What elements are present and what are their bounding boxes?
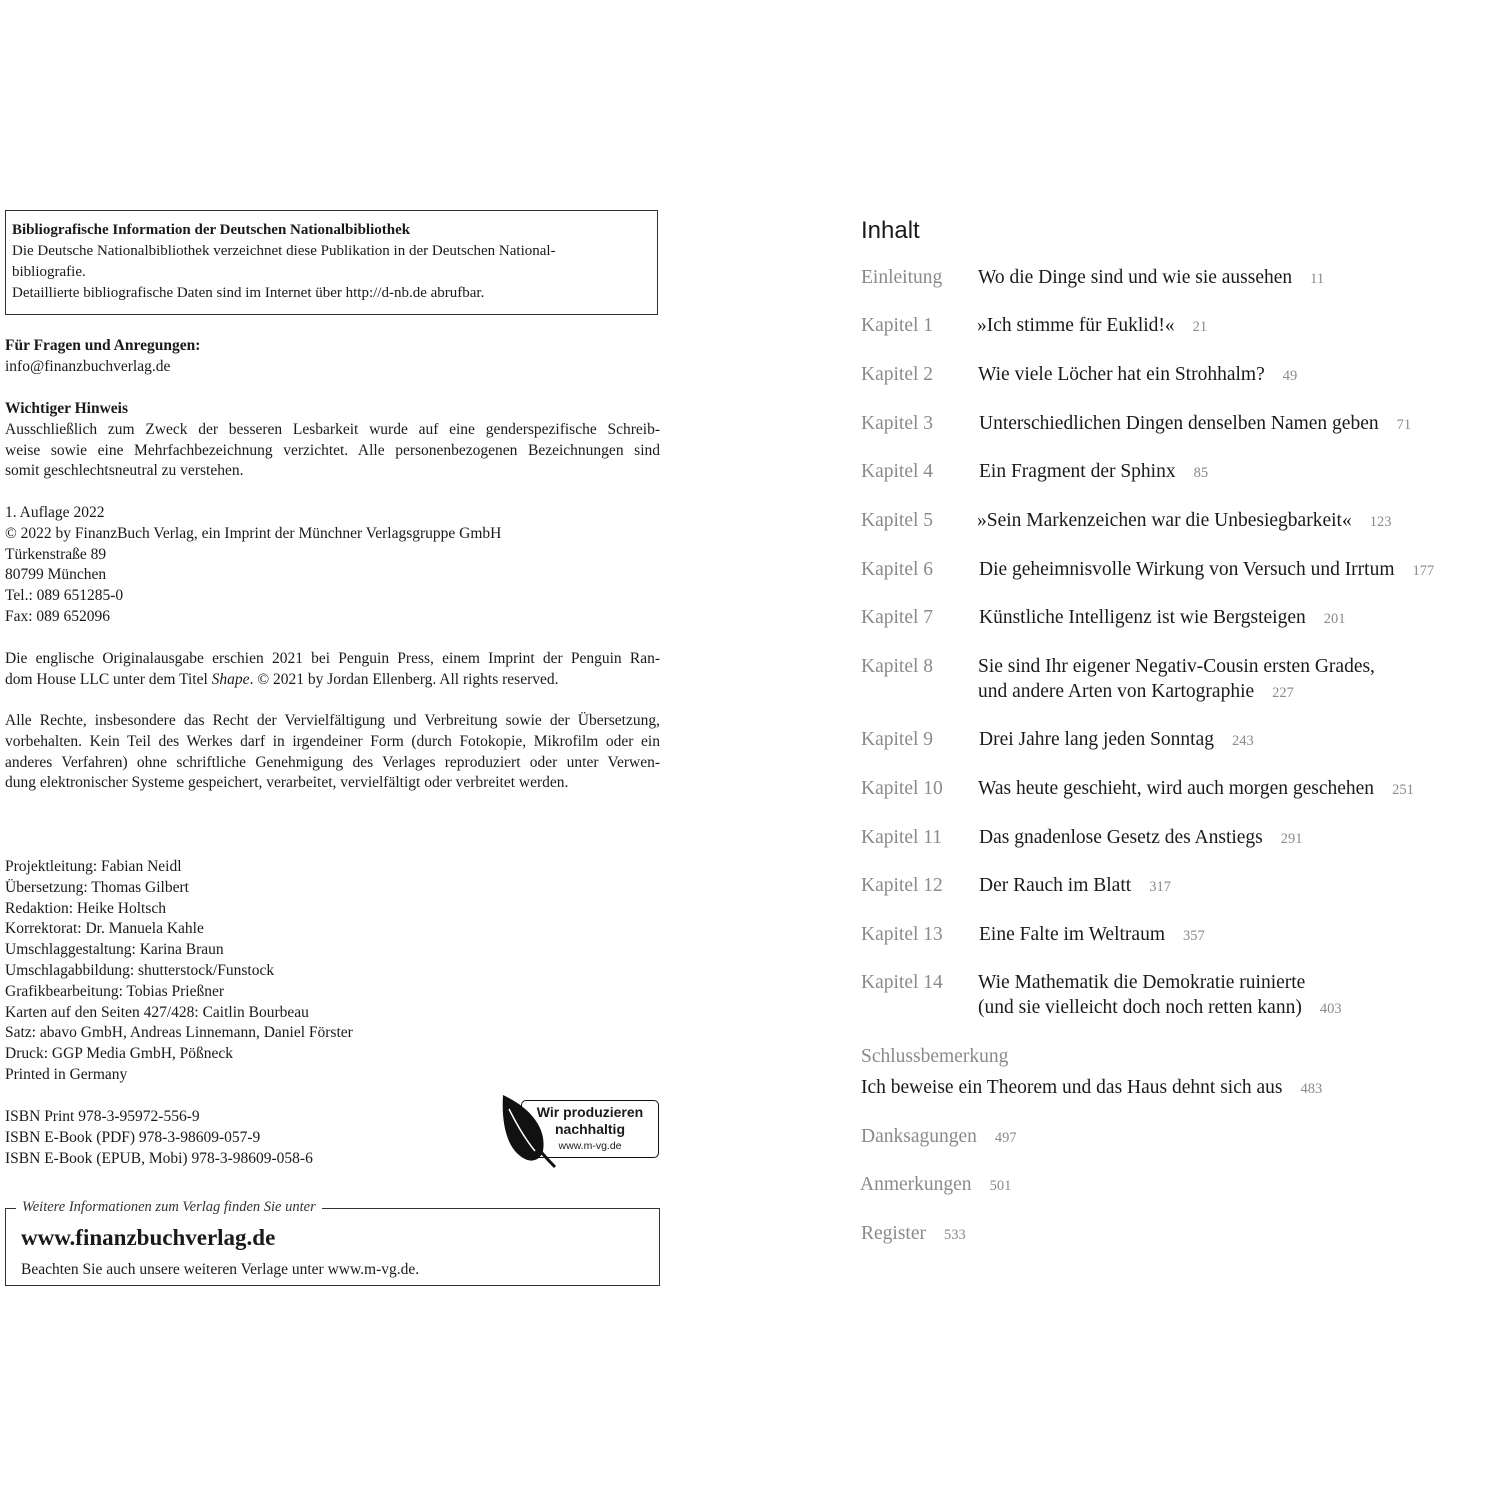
- original-title: Shape: [211, 670, 250, 688]
- rights-line: vorbehalten. Kein Teil des Werkes darf in irgendeiner Form (durch Fotokopie, Mikrofilm oder ein: [5, 732, 660, 750]
- toc-page: 11: [1310, 271, 1325, 287]
- toc-page: 21: [1192, 319, 1208, 335]
- toc-title-text: Der Rauch im Blatt 317: [979, 875, 1171, 896]
- web-note: Beachten Sie auch unsere weiteren Verlage unter www.m-vg.de.: [21, 1261, 420, 1278]
- bib-line: bibliografie.: [12, 264, 86, 280]
- toc-title-text: »Sein Markenzeichen war die Unbesiegbarkeit« 123: [977, 510, 1392, 531]
- toc-page: 291: [1280, 831, 1303, 847]
- phone: Tel.: 089 651285-0: [5, 587, 124, 605]
- rights-section: [5, 711, 660, 794]
- toc-page: 227: [1272, 685, 1294, 701]
- toc-page: 251: [1392, 782, 1414, 798]
- toc-page: 501: [989, 1178, 1012, 1194]
- credits-list: [5, 857, 353, 1086]
- bib-line: Detaillierte bibliografische Daten sind im Internet über http://d-nb.de abrufbar.: [12, 285, 485, 301]
- sustainability-badge: [499, 1093, 659, 1165]
- publisher-web-box: [5, 1199, 660, 1286]
- toc-page: 201: [1323, 611, 1346, 627]
- toc-title: Inhalt: [861, 217, 920, 244]
- toc-page: 497: [994, 1130, 1017, 1146]
- toc-page: 533: [943, 1227, 966, 1243]
- toc-title-text: Wo die Dinge sind und wie sie aussehen 11: [978, 267, 1325, 288]
- notice-line: somit geschlechtsneutral zu verstehen.: [5, 462, 244, 480]
- toc-label: Kapitel 3: [861, 413, 934, 434]
- street: Türkenstraße 89: [5, 545, 107, 563]
- credit-line: Projektleitung: Fabian Neidl: [5, 858, 182, 875]
- toc-title-text: Wie viele Löcher hat ein Strohhalm? 49: [978, 364, 1298, 385]
- contact-section: [5, 336, 660, 378]
- toc-page: 317: [1149, 879, 1171, 895]
- badge-line: Wir produzieren: [536, 1104, 644, 1120]
- toc-label: Kapitel 4: [861, 461, 934, 482]
- web-legend: Weitere Informationen zum Verlag finden Sie unter: [16, 1199, 322, 1216]
- original-edition-section: [5, 649, 660, 691]
- contact-title: Für Fragen und Anregungen:: [5, 337, 201, 354]
- credit-line: Umschlagabbildung: shutterstock/Funstock: [5, 961, 275, 979]
- bibliographic-info-box: [5, 210, 658, 315]
- isbn-line: ISBN E-Book (EPUB, Mobi) 978-3-98609-058-6: [5, 1149, 313, 1167]
- toc-label: Kapitel 2: [861, 364, 934, 385]
- credit-line: Umschlaggestaltung: Karina Braun: [5, 941, 224, 959]
- bib-line: Die Deutsche Nationalbibliothek verzeichnet diese Publikation in der Deutschen National-: [12, 243, 556, 259]
- toc-label: Kapitel 12: [861, 875, 943, 896]
- toc-label: Register: [861, 1223, 926, 1244]
- toc-label: Kapitel 13: [861, 924, 943, 945]
- toc-entry[interactable]: [861, 1075, 1322, 1102]
- toc-entry[interactable]: [861, 1124, 1017, 1151]
- toc-label: Kapitel 5: [861, 510, 934, 531]
- credit-line: Übersetzung: Thomas Gilbert: [5, 878, 189, 896]
- imprint-section: [5, 503, 660, 628]
- credit-line: Redaktion: Heike Holtsch: [5, 899, 166, 917]
- notice-title: Wichtiger Hinweis: [5, 400, 128, 417]
- toc-page: 357: [1182, 928, 1205, 944]
- credit-line: Satz: abavo GmbH, Andreas Linnemann, Daniel Förster: [5, 1024, 353, 1042]
- toc-page: 49: [1282, 368, 1298, 384]
- toc-page: 123: [1369, 514, 1392, 530]
- contact-email[interactable]: info@finanzbuchverlag.de: [5, 357, 171, 375]
- toc-title-text: Die geheimnisvolle Wirkung von Versuch und Irrtum 177: [979, 559, 1435, 580]
- toc-label: Kapitel 9: [861, 729, 934, 750]
- original-line: Die englische Originalausgabe erschien 2021 bei Penguin Press, einem Imprint der Penguin Ran-: [5, 650, 660, 667]
- toc-title-text: Drei Jahre lang jeden Sonntag 243: [979, 729, 1254, 750]
- toc-title-text: »Ich stimme für Euklid!« 21: [977, 315, 1208, 336]
- toc-title-text: Sie sind Ihr eigener Negativ-Cousin ersten Grades, und andere Arten von Kartographie 227: [978, 656, 1375, 702]
- toc-entry[interactable]: [861, 1221, 966, 1248]
- toc-page: 71: [1396, 417, 1412, 433]
- isbn-line: ISBN E-Book (PDF) 978-3-98609-057-9: [5, 1128, 261, 1146]
- toc-title-text: Künstliche Intelligenz ist wie Bergsteigen 201: [979, 607, 1346, 628]
- toc-title-text: Wie Mathematik die Demokratie ruinierte (und sie vielleicht doch noch retten kann) 403: [978, 972, 1342, 1018]
- toc-label: Schlussbemerkung: [861, 1046, 1009, 1067]
- toc-label: Kapitel 7: [861, 607, 934, 628]
- toc-title-text: Unterschiedlichen Dingen denselben Namen geben 71: [979, 413, 1412, 434]
- toc-label: Kapitel 11: [861, 827, 943, 848]
- toc-label: Kapitel 1: [861, 315, 934, 336]
- fax: Fax: 089 652096: [5, 607, 111, 625]
- toc-page: 243: [1232, 733, 1254, 749]
- badge-line: nachhaltig: [554, 1121, 625, 1137]
- toc-label: Anmerkungen: [860, 1174, 972, 1195]
- toc-label: Kapitel 6: [861, 559, 934, 580]
- publisher-url[interactable]: www.finanzbuchverlag.de: [21, 1225, 276, 1250]
- toc-title-text: Ein Fragment der Sphinx 85: [979, 461, 1209, 482]
- credit-line: Karten auf den Seiten 427/428: Caitlin Bourbeau: [5, 1003, 309, 1021]
- toc-title-text: Was heute geschieht, wird auch morgen geschehen 251: [978, 778, 1414, 799]
- toc-label: Kapitel 10: [861, 778, 943, 799]
- toc-title-text: Ich beweise ein Theorem und das Haus dehnt sich aus: [861, 1077, 1283, 1098]
- edition: 1. Auflage 2022: [5, 504, 105, 521]
- credit-line: Korrektorat: Dr. Manuela Kahle: [5, 920, 204, 938]
- original-line: dom House LLC unter dem Titel Shape. © 2021 by Jordan Ellenberg. All rights reserved.: [5, 670, 559, 688]
- toc-page: 85: [1193, 465, 1209, 481]
- toc-page: 403: [1319, 1001, 1342, 1017]
- credit-line: Grafikbearbeitung: Tobias Prießner: [5, 982, 225, 1000]
- city: 80799 München: [5, 566, 107, 584]
- bib-title: Bibliografische Information der Deutschen Nationalbibliothek: [12, 222, 411, 238]
- notice-line: weise sowie eine Mehrfachbezeichnung verzichtet. Alle personenbezogenen Bezeichnungen sind: [5, 441, 660, 459]
- rights-line: dung elektronischer Systeme gespeichert, verarbeitet, vervielfältigt oder verbreitet werden.: [5, 774, 569, 792]
- toc-page: 177: [1412, 563, 1435, 579]
- toc-label: Einleitung: [861, 267, 943, 288]
- notice-section: [5, 399, 660, 482]
- notice-line: Ausschließlich zum Zweck der besseren Lesbarkeit wurde auf eine genderspezifische Schreib-: [5, 420, 660, 438]
- toc-entry[interactable]: [860, 1172, 1011, 1199]
- isbn-list: [5, 1107, 313, 1169]
- badge-url[interactable]: www.m-vg.de: [558, 1140, 622, 1152]
- toc-label: Kapitel 8: [861, 656, 934, 677]
- credit-line: Printed in Germany: [5, 1065, 128, 1083]
- copyright: © 2022 by FinanzBuch Verlag, ein Imprint der Münchner Verlagsgruppe GmbH: [5, 524, 502, 542]
- toc-closing-label: [861, 1044, 1008, 1069]
- toc-label: Danksagungen: [861, 1126, 977, 1147]
- isbn-line: ISBN Print 978-3-95972-556-9: [5, 1108, 200, 1125]
- rights-line: anderes Verfahren) ohne schriftliche Genehmigung des Verlages reproduziert oder unter Verwen-: [5, 753, 660, 771]
- rights-line: Alle Rechte, insbesondere das Recht der Vervielfältigung und Verbreitung sowie der Übersetzung,: [5, 712, 660, 729]
- toc-label: Kapitel 14: [861, 972, 943, 993]
- toc-title-text: Eine Falte im Weltraum 357: [979, 924, 1205, 945]
- credit-line: Druck: GGP Media GmbH, Pößneck: [5, 1045, 234, 1063]
- toc-title-text: Das gnadenlose Gesetz des Anstiegs 291: [979, 827, 1303, 848]
- toc-page: 483: [1300, 1081, 1323, 1097]
